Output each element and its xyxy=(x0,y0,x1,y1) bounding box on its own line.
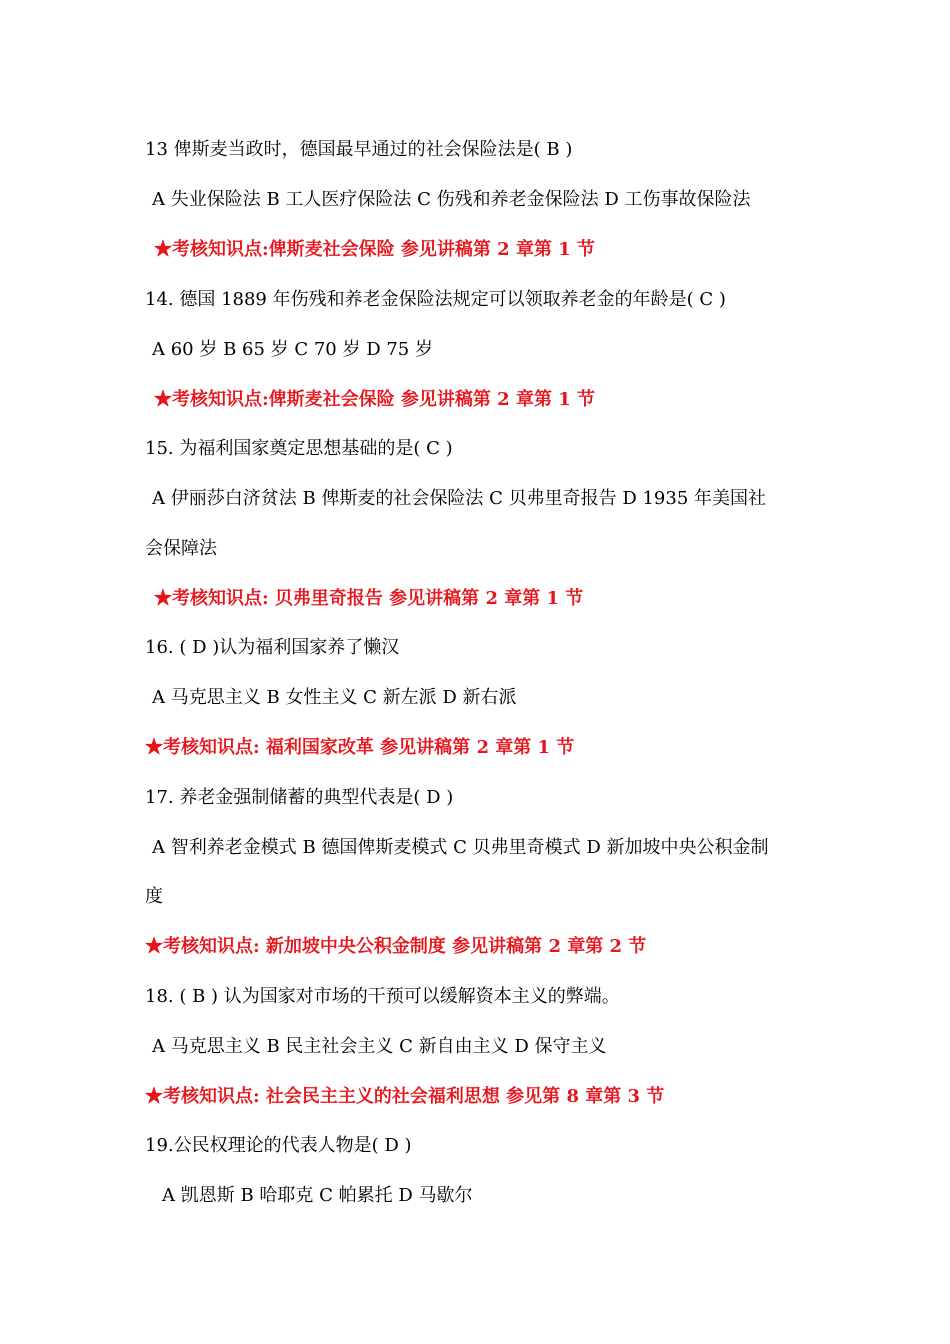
question-17: 17. 养老金强制储蓄的典型代表是( D ) xyxy=(145,787,454,808)
question-16: 16. ( D )认为福利国家养了懒汉 xyxy=(145,637,400,658)
question-14-knowledge-note: ★考核知识点:俾斯麦社会保险 参见讲稿第 2 章第 1 节 xyxy=(154,389,596,410)
question-17-knowledge-note: ★考核知识点: 新加坡中央公积金制度 参见讲稿第 2 章第 2 节 xyxy=(145,936,647,957)
question-13-knowledge-note: ★考核知识点:俾斯麦社会保险 参见讲稿第 2 章第 1 节 xyxy=(154,239,596,260)
question-15-options-line-2: 会保障法 xyxy=(145,538,217,559)
question-19: 19.公民权理论的代表人物是( D ) xyxy=(145,1135,412,1156)
question-17-options-line-2: 度 xyxy=(145,886,163,907)
question-18: 18. ( B ) 认为国家对市场的干预可以缓解资本主义的弊端。 xyxy=(145,986,620,1007)
question-19-options: A 凯恩斯 B 哈耶克 C 帕累托 D 马歇尔 xyxy=(162,1185,473,1206)
question-13: 13 俾斯麦当政时，德国最早通过的社会保险法是( B ) xyxy=(145,139,573,160)
question-15-options-line-1: A 伊丽莎白济贫法 B 俾斯麦的社会保险法 C 贝弗里奇报告 D 1935 年美国社 xyxy=(152,488,767,509)
question-17-options-line-1: A 智利养老金模式 B 德国俾斯麦模式 C 贝弗里奇模式 D 新加坡中央公积金制 xyxy=(152,837,769,858)
question-15: 15. 为福利国家奠定思想基础的是( C ) xyxy=(145,438,453,459)
question-16-knowledge-note: ★考核知识点: 福利国家改革 参见讲稿第 2 章第 1 节 xyxy=(145,737,575,758)
question-18-options: A 马克思主义 B 民主社会主义 C 新自由主义 D 保守主义 xyxy=(152,1036,607,1057)
question-13-options: A 失业保险法 B 工人医疗保险法 C 伤残和养老金保险法 D 工伤事故保险法 xyxy=(152,189,751,210)
question-14: 14. 德国 1889 年伤残和养老金保险法规定可以领取养老金的年龄是( C ) xyxy=(145,289,726,310)
question-14-options: A 60 岁 B 65 岁 C 70 岁 D 75 岁 xyxy=(152,339,433,360)
question-15-knowledge-note: ★考核知识点: 贝弗里奇报告 参见讲稿第 2 章第 1 节 xyxy=(154,588,584,609)
question-16-options: A 马克思主义 B 女性主义 C 新左派 D 新右派 xyxy=(152,687,517,708)
question-18-knowledge-note: ★考核知识点: 社会民主主义的社会福利思想 参见第 8 章第 3 节 xyxy=(145,1086,665,1107)
